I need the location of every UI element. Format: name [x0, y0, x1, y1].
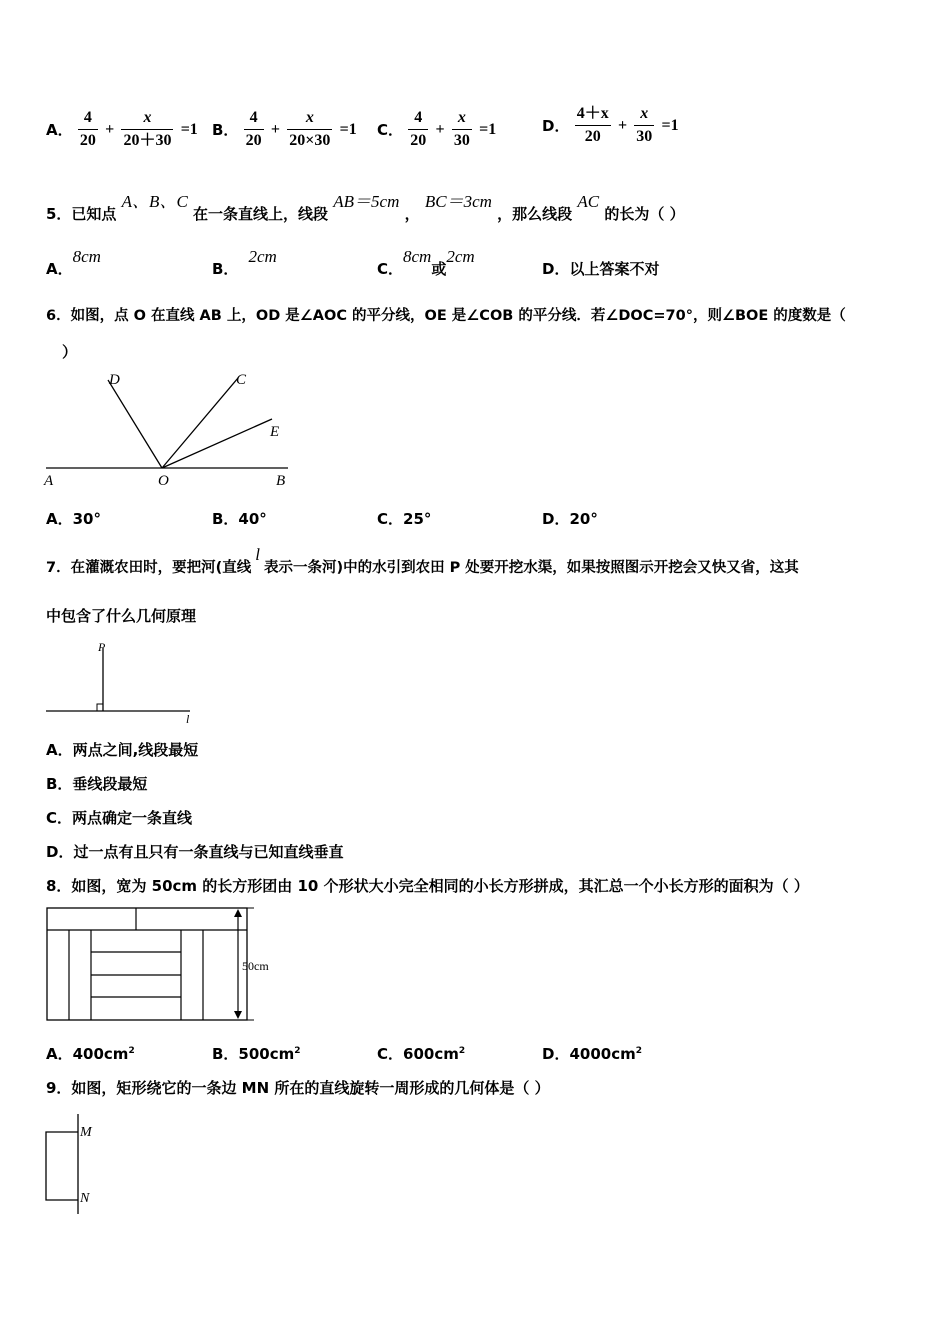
q6-option-a: A．30°	[46, 510, 101, 528]
q6-option-b: B．40°	[212, 510, 267, 528]
q8-option-b: B．$500cm^2$	[212, 1045, 301, 1063]
ray-oe	[162, 419, 272, 468]
label-p: P	[98, 640, 106, 654]
arrow-head-up	[234, 909, 242, 917]
label-m: M	[80, 1125, 92, 1140]
fraction: $\frac{4}{20}$	[79, 109, 96, 149]
q5-option-a: A．8cm	[46, 247, 101, 278]
fraction: $\frac{x}{30}$	[636, 105, 653, 145]
right-angle-mark	[97, 704, 103, 711]
q8-question: 8．如图，宽为 50cm 的长方形团由 10 个形状大小完全相同的小长方形拼成，其汇总一个小长方形的面积为（ ）	[46, 877, 809, 895]
label-l: l	[186, 712, 190, 726]
q9-figure	[40, 1112, 120, 1216]
q7-option-d: D．过一点有且只有一条直线与已知直线垂直	[46, 843, 344, 861]
q6-option-c: C．25°	[377, 510, 432, 528]
q4-option-c: C． $\frac{4}{20}$ + $\frac{x}{30}$ =1	[377, 107, 498, 152]
q8-figure	[44, 903, 284, 1025]
outer-rectangle	[47, 908, 247, 1020]
dimension-label: 50cm	[242, 959, 269, 973]
ray-oc	[162, 378, 238, 468]
fraction: $\frac{4+x}{20}$	[576, 105, 609, 145]
arrow-head-down	[234, 1011, 242, 1019]
rectangle	[46, 1132, 78, 1200]
q5-option-d: D．以上答案不对	[542, 260, 660, 278]
q9-question: 9．如图，矩形绕它的一条边 MN 所在的直线旋转一周形成的几何体是（ ）	[46, 1079, 550, 1097]
q4-option-d: D． $\frac{4+x}{20}$ + $\frac{x}{30}$ =1	[542, 103, 681, 148]
q5-option-b: B．2cm	[212, 247, 277, 278]
q6-option-d: D．20°	[542, 510, 598, 528]
q5-option-c: C．8cm或2cm	[377, 247, 475, 278]
label-e: E	[270, 424, 280, 440]
q7-question-line2: 中包含了什么几何原理	[46, 607, 197, 625]
fraction: $\frac{x}{20\times 30}$	[289, 109, 331, 149]
q8-option-d: D．$4000cm^2$	[542, 1045, 642, 1063]
q4-option-a: A． $\frac{4}{20}$ + $\frac{x}{20+30}$ =1	[46, 107, 200, 152]
fraction: $\frac{4}{20}$	[245, 109, 262, 149]
q7-option-a: A．两点之间,线段最短	[46, 741, 199, 759]
label-a: A	[44, 473, 54, 489]
q5-question: 5．已知点 A、B、C 在一条直线上，线段 AB＝5cm ， BC＝3cm ，那么线段 AC 的长为（ ）	[46, 192, 685, 223]
label-c: C	[236, 372, 247, 388]
q8-option-a: A．$400cm^2$	[46, 1045, 135, 1063]
q6-figure	[40, 366, 300, 492]
q7-figure	[40, 638, 200, 726]
fraction: $\frac{4}{20}$	[410, 109, 427, 149]
label-o: O	[158, 473, 169, 489]
label-d: D	[109, 372, 120, 388]
q7-option-b: B．垂线段最短	[46, 775, 148, 793]
q6-question-line2: ）	[62, 343, 78, 361]
label-n: N	[80, 1191, 90, 1206]
ray-od	[108, 380, 162, 468]
fraction: $\frac{x}{20+30}$	[123, 109, 172, 149]
q7-option-c: C．两点确定一条直线	[46, 809, 193, 827]
label-b: B	[276, 473, 286, 489]
q4-option-b: B． $\frac{4}{20}$ + $\frac{x}{20\times 30}$ =1	[212, 107, 359, 152]
q7-question-line1: 7．在灌溉农田时，要把河(直线l表示一条河)中的水引到农田 P 处要开挖水渠，如果按照图示开挖会又快又省，这其	[46, 545, 799, 576]
fraction: $\frac{x}{30}$	[453, 109, 470, 149]
q6-question-line1: 6．如图，点 O 在直线 AB 上，OD 是∠AOC 的平分线，OE 是∠COB 的平分线．若∠DOC=70°，则∠BOE 的度数是（	[46, 308, 846, 324]
q8-option-c: C．$600cm^2$	[377, 1045, 466, 1063]
